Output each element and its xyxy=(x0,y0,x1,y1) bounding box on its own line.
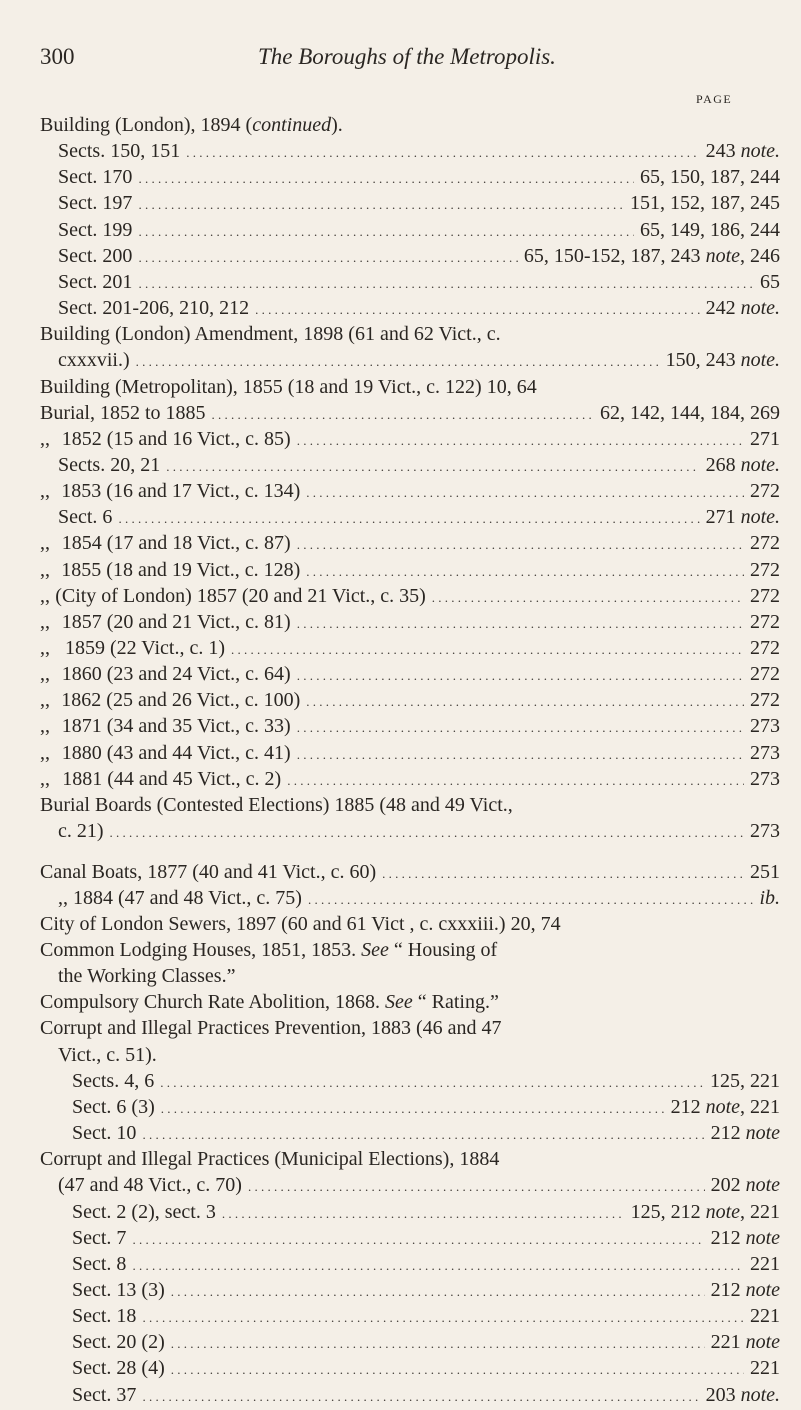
index-entry xyxy=(58,243,780,269)
entry-pages: 271 xyxy=(750,428,780,450)
entry-pages: 268 note. xyxy=(705,454,780,476)
entry-pages: 273 xyxy=(750,742,780,764)
dot-leader xyxy=(297,428,744,454)
ditto-mark: ,, xyxy=(40,611,50,633)
ditto-mark: ,, xyxy=(40,715,50,737)
entry-label: Sect. 199 xyxy=(58,219,133,241)
dot-leader xyxy=(231,637,744,663)
index-heading-line: Burial Boards (Contested Elections) 1885 (48 and 49 Vict., xyxy=(40,794,513,816)
entry-pages: 221 xyxy=(750,1253,780,1275)
entry-pages: 242 note. xyxy=(705,297,780,319)
index-entry xyxy=(72,1120,780,1146)
dot-leader xyxy=(212,402,594,428)
entry-label: 1852 (15 and 16 Vict., c. 85) xyxy=(61,428,291,450)
index-entry xyxy=(72,1251,780,1277)
index-entry xyxy=(58,1172,780,1198)
dot-leader xyxy=(255,297,699,323)
entry-pages: 212 note xyxy=(710,1279,780,1301)
entry-pages: 65 xyxy=(760,271,780,293)
index-entry xyxy=(40,583,780,609)
dot-leader xyxy=(142,1122,704,1148)
index-heading-line: Common Lodging Houses, 1851, 1853. See “ Housing of xyxy=(40,939,498,961)
entry-label: Sects. 150, 151 xyxy=(58,140,181,162)
ditto-mark: ,, xyxy=(40,663,50,685)
entry-pages: 273 xyxy=(750,715,780,737)
entry-label: Sects. 4, 6 xyxy=(72,1070,155,1092)
entry-pages: 273 xyxy=(750,820,780,842)
entry-label: Sect. 20 (2) xyxy=(72,1331,165,1353)
entry-pages: 203 note. xyxy=(705,1384,780,1406)
entry-pages: 272 xyxy=(750,637,780,659)
entry-label: 1860 (23 and 24 Vict., c. 64) xyxy=(61,663,291,685)
dot-leader xyxy=(110,820,744,846)
ditto-mark: ,, xyxy=(40,428,50,450)
entry-label: 1871 (34 and 35 Vict., c. 33) xyxy=(61,715,291,737)
entry-pages: 272 xyxy=(750,532,780,554)
entry-pages: 65, 149, 186, 244 xyxy=(640,219,780,241)
entry-pages: 125, 212 note, 221 xyxy=(630,1201,780,1223)
entry-pages: 273 xyxy=(750,768,780,790)
dot-leader xyxy=(138,245,517,271)
entry-label: 1855 (18 and 19 Vict., c. 128) xyxy=(61,559,301,581)
index-entry xyxy=(40,478,780,504)
entry-label: Sect. 10 xyxy=(72,1122,137,1144)
entry-label: 1880 (43 and 44 Vict., c. 41) xyxy=(61,742,291,764)
dot-leader xyxy=(132,1253,744,1279)
index-entry xyxy=(72,1199,780,1225)
entry-label: Sect. 6 xyxy=(58,506,113,528)
entry-pages: 65, 150, 187, 244 xyxy=(640,166,780,188)
entry-label: Sect. 6 (3) xyxy=(72,1096,155,1118)
index-heading-line: Building (Metropolitan), 1855 (18 and 19 Vict., c. 122) 10, 64 xyxy=(40,376,537,398)
dot-leader xyxy=(138,219,634,245)
index-entry xyxy=(72,1277,780,1303)
dot-leader xyxy=(248,1174,705,1200)
dot-leader xyxy=(306,480,744,506)
dot-leader xyxy=(432,585,744,611)
ditto-mark: ,, xyxy=(40,480,50,502)
index-entry xyxy=(72,1355,780,1381)
dot-leader xyxy=(161,1096,665,1122)
entry-pages: 202 note xyxy=(710,1174,780,1196)
entry-pages: 221 xyxy=(750,1305,780,1327)
entry-pages: 272 xyxy=(750,480,780,502)
entry-label: Sect. 13 (3) xyxy=(72,1279,165,1301)
entry-pages: 272 xyxy=(750,663,780,685)
entry-pages: 212 note, 221 xyxy=(670,1096,780,1118)
entry-label: Sect. 201 xyxy=(58,271,133,293)
running-head xyxy=(40,44,780,74)
index-entry xyxy=(72,1225,780,1251)
ditto-mark: ,, xyxy=(40,637,50,659)
index-entry xyxy=(58,190,780,216)
index-entry xyxy=(58,818,780,844)
index-entry xyxy=(58,269,780,295)
entry-pages: ib. xyxy=(759,887,780,909)
entry-pages: 243 note. xyxy=(705,140,780,162)
dot-leader xyxy=(138,166,634,192)
entry-pages: 125, 221 xyxy=(710,1070,780,1092)
entry-label: c. 21) xyxy=(58,820,104,842)
index-entry xyxy=(40,400,780,426)
entry-label: Sect. 200 xyxy=(58,245,133,267)
entry-label: Sect. 37 xyxy=(72,1384,137,1406)
entry-label: 1862 (25 and 26 Vict., c. 100) xyxy=(61,689,301,711)
index-heading-line: City of London Sewers, 1897 (60 and 61 Vict , c. cxxxiii.) 20, 74 xyxy=(40,913,561,935)
entry-pages: 221 xyxy=(750,1357,780,1379)
entry-label: cxxxvii.) xyxy=(58,349,130,371)
entry-label: Sect. 197 xyxy=(58,192,133,214)
index-entry xyxy=(58,217,780,243)
entry-pages: 62, 142, 144, 184, 269 xyxy=(600,402,780,424)
entry-label: Sect. 8 xyxy=(72,1253,127,1275)
index-entry xyxy=(58,164,780,190)
entry-pages: 251 xyxy=(750,861,780,883)
index-entry xyxy=(40,609,780,635)
ditto-mark: ,, xyxy=(40,768,50,790)
entry-label: 1859 (22 Vict., c. 1) xyxy=(64,637,226,659)
index-entry xyxy=(58,295,780,321)
dot-leader xyxy=(297,742,744,768)
running-title: The Boroughs of the Metropolis. xyxy=(258,44,556,69)
dot-leader xyxy=(297,715,744,741)
ditto-mark: ,, xyxy=(40,742,50,764)
dot-leader xyxy=(297,532,744,558)
dot-leader xyxy=(142,1384,699,1410)
index-entry xyxy=(72,1303,780,1329)
page-column-label: PAGE xyxy=(696,92,733,106)
index-entry xyxy=(40,740,780,766)
entry-label: ,, 1884 (47 and 48 Vict., c. 75) xyxy=(58,887,302,909)
entry-label: Sect. 18 xyxy=(72,1305,137,1327)
entry-pages: 272 xyxy=(750,689,780,711)
entry-pages: 272 xyxy=(750,611,780,633)
dot-leader xyxy=(171,1357,744,1383)
entry-pages: 150, 243 note. xyxy=(665,349,780,371)
dot-leader xyxy=(171,1279,705,1305)
entry-label: 1853 (16 and 17 Vict., c. 134) xyxy=(61,480,301,502)
entry-pages: 272 xyxy=(750,559,780,581)
dot-leader xyxy=(222,1201,625,1227)
entry-label: Sects. 20, 21 xyxy=(58,454,161,476)
index-entry xyxy=(58,452,780,478)
index-entry xyxy=(40,426,780,452)
index-entry xyxy=(72,1068,780,1094)
entry-label: 1881 (44 and 45 Vict., c. 2) xyxy=(62,768,282,790)
dot-leader xyxy=(287,768,744,794)
dot-leader xyxy=(118,506,699,532)
index-heading-line: Building (London) Amendment, 1898 (61 and 62 Vict., c. xyxy=(40,323,501,345)
dot-leader xyxy=(308,887,753,913)
index-entry xyxy=(40,687,780,713)
index-entry xyxy=(72,1094,780,1120)
dot-leader xyxy=(306,559,744,585)
dot-leader xyxy=(160,1070,704,1096)
index-heading-line: Vict., c. 51). xyxy=(58,1044,157,1066)
dot-leader xyxy=(297,611,744,637)
dot-leader xyxy=(138,192,624,218)
entry-pages: 271 note. xyxy=(705,506,780,528)
dot-leader xyxy=(382,861,744,887)
entry-label: Burial, 1852 to 1885 xyxy=(40,402,206,424)
entry-pages: 65, 150-152, 187, 243 note, 246 xyxy=(523,245,780,267)
dot-leader xyxy=(306,689,744,715)
entry-pages: 272 xyxy=(750,585,780,607)
entry-label: Sect. 201-206, 210, 212 xyxy=(58,297,250,319)
index-entry xyxy=(58,138,780,164)
index-heading-line: Corrupt and Illegal Practices Prevention, 1883 (46 and 47 xyxy=(40,1017,502,1039)
dot-leader xyxy=(297,663,744,689)
index-heading-line: Building (London), 1894 (continued). xyxy=(40,114,343,136)
page-number: 300 xyxy=(40,44,75,69)
index-entry xyxy=(40,713,780,739)
index-entry xyxy=(40,859,780,885)
index-heading-line: Corrupt and Illegal Practices (Municipal Elections), 1884 xyxy=(40,1148,500,1170)
entry-label: Sect. 2 (2), sect. 3 xyxy=(72,1201,216,1223)
dot-leader xyxy=(166,454,699,480)
index-entry xyxy=(40,635,780,661)
entry-label: Sect. 28 (4) xyxy=(72,1357,165,1379)
entry-label: 1857 (20 and 21 Vict., c. 81) xyxy=(61,611,291,633)
index-entry xyxy=(58,347,780,373)
entry-pages: 221 note xyxy=(710,1331,780,1353)
entry-label: Sect. 170 xyxy=(58,166,133,188)
entry-pages: 212 note xyxy=(710,1122,780,1144)
index-entry xyxy=(40,766,780,792)
ditto-mark: ,, xyxy=(40,689,50,711)
dot-leader xyxy=(132,1227,704,1253)
dot-leader xyxy=(142,1305,744,1331)
index-entry xyxy=(72,1382,780,1408)
index-heading-line: the Working Classes.” xyxy=(58,965,236,987)
entry-label: (47 and 48 Vict., c. 70) xyxy=(58,1174,242,1196)
entry-pages: 151, 152, 187, 245 xyxy=(630,192,780,214)
index-heading-line: Compulsory Church Rate Abolition, 1868. See “ Rating.” xyxy=(40,991,499,1013)
ditto-mark: ,, xyxy=(40,532,50,554)
entry-label: 1854 (17 and 18 Vict., c. 87) xyxy=(61,532,291,554)
index-entry xyxy=(40,530,780,556)
dot-leader xyxy=(136,349,660,375)
ditto-mark: ,, xyxy=(40,559,50,581)
entry-label: Canal Boats, 1877 (40 and 41 Vict., c. 60) xyxy=(40,861,377,883)
entry-pages: 212 note xyxy=(710,1227,780,1249)
index-entry xyxy=(40,557,780,583)
index-entry xyxy=(72,1329,780,1355)
index-entry xyxy=(58,885,780,911)
index-entry xyxy=(40,661,780,687)
index-entry xyxy=(58,504,780,530)
ditto-mark: ,, xyxy=(40,585,50,607)
entry-label: Sect. 7 xyxy=(72,1227,127,1249)
dot-leader xyxy=(171,1331,705,1357)
entry-label: (City of London) 1857 (20 and 21 Vict., c. 35) xyxy=(55,585,426,607)
dot-leader xyxy=(186,140,699,166)
dot-leader xyxy=(138,271,754,297)
